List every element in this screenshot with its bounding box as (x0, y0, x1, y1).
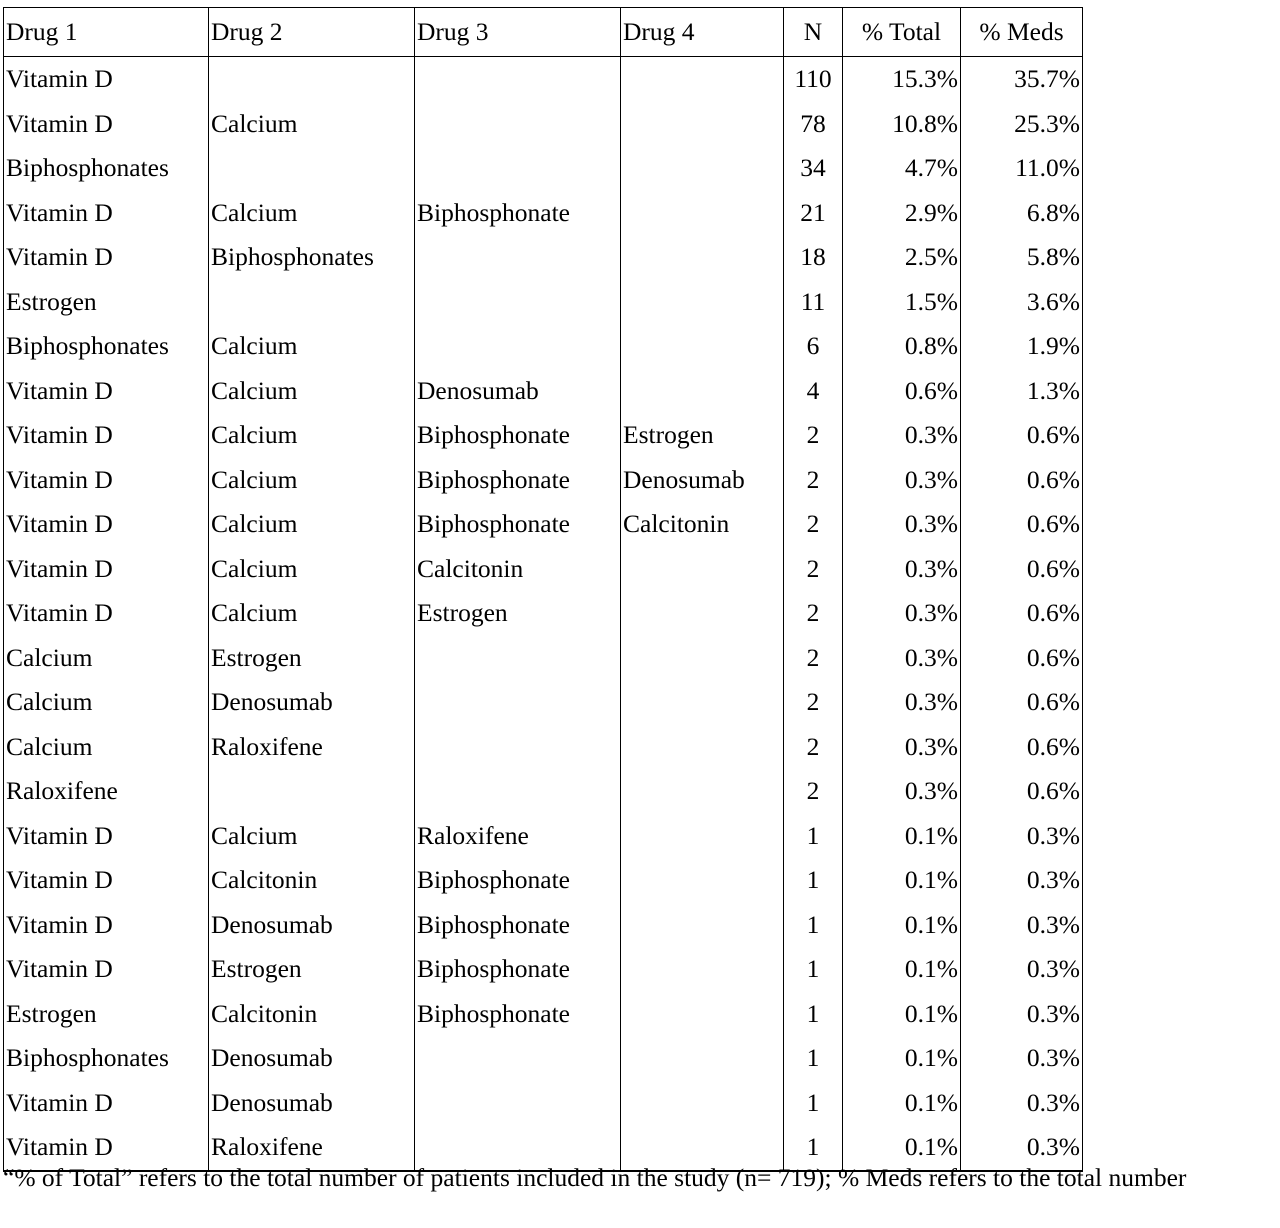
cell-n: 2 (784, 636, 843, 681)
cell-n: 2 (784, 680, 843, 725)
cell-n: 21 (784, 191, 843, 236)
cell-pct-total: 0.1% (843, 814, 961, 859)
table-row (4, 280, 1083, 325)
cell-drug-1: Biphosphonates (4, 324, 209, 369)
cell-drug-1: Vitamin D (4, 814, 209, 859)
cell-drug-3: Biphosphonate (415, 502, 621, 547)
cell-pct-meds: 6.8% (961, 191, 1083, 236)
cell-drug-1: Calcium (4, 725, 209, 770)
cell-drug-2: Calcitonin (209, 992, 415, 1037)
cell-pct-meds: 0.6% (961, 769, 1083, 814)
cell-pct-total: 1.5% (843, 280, 961, 325)
cell-drug-4 (621, 769, 784, 814)
cell-drug-2 (209, 57, 415, 102)
cell-drug-4 (621, 814, 784, 859)
cell-pct-total: 0.3% (843, 413, 961, 458)
cell-n: 2 (784, 769, 843, 814)
cell-drug-3: Denosumab (415, 369, 621, 414)
table-row (4, 547, 1083, 592)
cell-drug-1: Calcium (4, 636, 209, 681)
cell-pct-meds: 0.6% (961, 680, 1083, 725)
cell-drug-2: Denosumab (209, 903, 415, 948)
cell-drug-2: Calcium (209, 324, 415, 369)
cell-pct-meds: 0.3% (961, 1036, 1083, 1081)
cell-n: 1 (784, 1036, 843, 1081)
cell-pct-meds: 0.6% (961, 591, 1083, 636)
cell-pct-meds: 25.3% (961, 102, 1083, 147)
table-row (4, 1036, 1083, 1081)
cell-pct-total: 0.1% (843, 1125, 961, 1171)
cell-pct-total: 0.8% (843, 324, 961, 369)
cell-drug-2: Calcium (209, 547, 415, 592)
cell-pct-total: 0.3% (843, 725, 961, 770)
cell-n: 110 (784, 57, 843, 102)
cell-drug-4 (621, 146, 784, 191)
cell-drug-3 (415, 636, 621, 681)
cell-pct-total: 0.1% (843, 858, 961, 903)
cell-pct-total: 0.3% (843, 636, 961, 681)
column-header-drug-2: Drug 2 (209, 8, 415, 57)
cell-pct-meds: 0.3% (961, 858, 1083, 903)
cell-drug-1: Vitamin D (4, 547, 209, 592)
cell-drug-1: Biphosphonates (4, 146, 209, 191)
cell-pct-total: 0.1% (843, 947, 961, 992)
table-row (4, 369, 1083, 414)
cell-pct-meds: 0.6% (961, 547, 1083, 592)
table-row (4, 814, 1083, 859)
cell-drug-3: Biphosphonate (415, 858, 621, 903)
cell-pct-total: 15.3% (843, 57, 961, 102)
table-row (4, 947, 1083, 992)
cell-drug-3 (415, 324, 621, 369)
column-header-drug-4: Drug 4 (621, 8, 784, 57)
cell-drug-4: Calcitonin (621, 502, 784, 547)
cell-drug-4 (621, 324, 784, 369)
cell-drug-4 (621, 369, 784, 414)
cell-drug-4 (621, 947, 784, 992)
cell-drug-2: Estrogen (209, 947, 415, 992)
table-row (4, 769, 1083, 814)
cell-drug-4 (621, 680, 784, 725)
cell-drug-1: Vitamin D (4, 57, 209, 102)
cell-n: 78 (784, 102, 843, 147)
cell-drug-1: Vitamin D (4, 903, 209, 948)
cell-drug-2: Biphosphonates (209, 235, 415, 280)
cell-drug-4 (621, 636, 784, 681)
table-row (4, 146, 1083, 191)
cell-pct-meds: 0.3% (961, 814, 1083, 859)
cell-drug-4 (621, 1036, 784, 1081)
cell-pct-meds: 0.3% (961, 1081, 1083, 1126)
table-row (4, 636, 1083, 681)
cell-pct-meds: 11.0% (961, 146, 1083, 191)
cell-pct-total: 0.3% (843, 547, 961, 592)
cell-pct-meds: 3.6% (961, 280, 1083, 325)
cell-drug-2: Denosumab (209, 1036, 415, 1081)
table-row (4, 413, 1083, 458)
cell-drug-1: Calcium (4, 680, 209, 725)
cell-pct-total: 0.3% (843, 458, 961, 503)
cell-drug-2: Estrogen (209, 636, 415, 681)
cell-pct-meds: 0.3% (961, 1125, 1083, 1171)
cell-drug-3 (415, 769, 621, 814)
cell-drug-4 (621, 725, 784, 770)
column-header-drug-3: Drug 3 (415, 8, 621, 57)
cell-drug-4 (621, 858, 784, 903)
table-row (4, 458, 1083, 503)
cell-pct-meds: 0.6% (961, 502, 1083, 547)
table-body (4, 57, 1083, 1171)
cell-drug-2: Calcium (209, 814, 415, 859)
cell-drug-2: Calcium (209, 502, 415, 547)
cell-drug-2: Calcium (209, 102, 415, 147)
cell-drug-2: Raloxifene (209, 1125, 415, 1171)
cell-drug-2: Calcium (209, 413, 415, 458)
cell-drug-1: Raloxifene (4, 769, 209, 814)
cell-pct-meds: 1.3% (961, 369, 1083, 414)
table-row (4, 324, 1083, 369)
cell-drug-1: Vitamin D (4, 369, 209, 414)
cell-drug-2 (209, 769, 415, 814)
cell-pct-total: 2.5% (843, 235, 961, 280)
cell-drug-3: Biphosphonate (415, 992, 621, 1037)
cell-n: 18 (784, 235, 843, 280)
column-header-n: N (784, 8, 843, 57)
cell-n: 2 (784, 413, 843, 458)
cell-n: 6 (784, 324, 843, 369)
cell-n: 11 (784, 280, 843, 325)
header-row (4, 8, 1083, 57)
cell-drug-3: Estrogen (415, 591, 621, 636)
cell-n: 2 (784, 458, 843, 503)
cell-pct-meds: 1.9% (961, 324, 1083, 369)
cell-n: 1 (784, 903, 843, 948)
cell-n: 2 (784, 502, 843, 547)
cell-n: 2 (784, 591, 843, 636)
cell-drug-2: Calcium (209, 191, 415, 236)
cell-pct-total: 0.3% (843, 502, 961, 547)
table-row (4, 591, 1083, 636)
cell-pct-total: 0.1% (843, 1081, 961, 1126)
cell-pct-meds: 0.3% (961, 903, 1083, 948)
cell-drug-3 (415, 146, 621, 191)
cell-n: 1 (784, 947, 843, 992)
cell-n: 34 (784, 146, 843, 191)
cell-n: 2 (784, 547, 843, 592)
cell-drug-4 (621, 992, 784, 1037)
cell-n: 1 (784, 858, 843, 903)
cell-drug-3 (415, 680, 621, 725)
cell-drug-1: Vitamin D (4, 102, 209, 147)
cell-pct-meds: 0.6% (961, 458, 1083, 503)
cell-drug-4 (621, 547, 784, 592)
cell-drug-2: Denosumab (209, 1081, 415, 1126)
cell-pct-meds: 0.6% (961, 636, 1083, 681)
cell-drug-1: Vitamin D (4, 591, 209, 636)
cell-n: 1 (784, 814, 843, 859)
cell-drug-1: Estrogen (4, 280, 209, 325)
cell-pct-total: 0.6% (843, 369, 961, 414)
table-row (4, 191, 1083, 236)
medication-combinations-table (3, 7, 1083, 1172)
cell-drug-1: Biphosphonates (4, 1036, 209, 1081)
cell-pct-meds: 0.3% (961, 947, 1083, 992)
cell-drug-1: Vitamin D (4, 502, 209, 547)
cell-drug-2: Raloxifene (209, 725, 415, 770)
cell-drug-4 (621, 191, 784, 236)
table-row (4, 57, 1083, 102)
cell-drug-3: Raloxifene (415, 814, 621, 859)
cell-pct-total: 10.8% (843, 102, 961, 147)
cell-drug-3 (415, 102, 621, 147)
cell-n: 1 (784, 1125, 843, 1171)
column-header-drug-1: Drug 1 (4, 8, 209, 57)
cell-drug-4 (621, 57, 784, 102)
cell-drug-4: Denosumab (621, 458, 784, 503)
cell-drug-3 (415, 725, 621, 770)
cell-n: 1 (784, 1081, 843, 1126)
cell-pct-total: 0.3% (843, 769, 961, 814)
cell-drug-2: Denosumab (209, 680, 415, 725)
cell-drug-4: Estrogen (621, 413, 784, 458)
table-row (4, 903, 1083, 948)
cell-drug-1: Vitamin D (4, 191, 209, 236)
cell-drug-3: Biphosphonate (415, 413, 621, 458)
cell-drug-4 (621, 280, 784, 325)
table-row (4, 235, 1083, 280)
table-row (4, 1081, 1083, 1126)
cell-drug-3: Biphosphonate (415, 947, 621, 992)
table-row (4, 102, 1083, 147)
cell-drug-3: Biphosphonate (415, 903, 621, 948)
table-row (4, 992, 1083, 1037)
cell-n: 4 (784, 369, 843, 414)
column-header-pct-total: % Total (843, 8, 961, 57)
cell-drug-4 (621, 102, 784, 147)
cell-drug-2: Calcium (209, 591, 415, 636)
cell-pct-meds: 35.7% (961, 57, 1083, 102)
cell-drug-1: Vitamin D (4, 858, 209, 903)
cell-pct-meds: 0.6% (961, 413, 1083, 458)
cell-drug-1: Vitamin D (4, 1081, 209, 1126)
cell-drug-1: Vitamin D (4, 235, 209, 280)
cell-n: 2 (784, 725, 843, 770)
cell-pct-total: 0.1% (843, 903, 961, 948)
cell-drug-3 (415, 1081, 621, 1126)
cell-drug-3: Biphosphonate (415, 191, 621, 236)
cell-drug-3 (415, 1036, 621, 1081)
cell-drug-1: Vitamin D (4, 458, 209, 503)
cell-pct-total: 0.1% (843, 1036, 961, 1081)
cell-drug-2 (209, 280, 415, 325)
cell-pct-total: 0.3% (843, 680, 961, 725)
cell-drug-4 (621, 1081, 784, 1126)
cell-drug-2 (209, 146, 415, 191)
cell-drug-3: Calcitonin (415, 547, 621, 592)
table-row (4, 680, 1083, 725)
cell-pct-meds: 0.3% (961, 992, 1083, 1037)
table-row (4, 502, 1083, 547)
table-row (4, 725, 1083, 770)
cell-pct-total: 2.9% (843, 191, 961, 236)
cell-drug-3 (415, 57, 621, 102)
cell-drug-2: Calcitonin (209, 858, 415, 903)
cell-pct-total: 0.3% (843, 591, 961, 636)
cell-pct-total: 4.7% (843, 146, 961, 191)
cell-n: 1 (784, 992, 843, 1037)
cell-drug-3 (415, 280, 621, 325)
cell-drug-2: Calcium (209, 458, 415, 503)
cell-drug-3: Biphosphonate (415, 458, 621, 503)
column-header-pct-meds: % Meds (961, 8, 1083, 57)
cell-drug-4 (621, 903, 784, 948)
cell-pct-meds: 0.6% (961, 725, 1083, 770)
cell-drug-4 (621, 591, 784, 636)
table-row (4, 858, 1083, 903)
cell-pct-meds: 5.8% (961, 235, 1083, 280)
cell-drug-3 (415, 235, 621, 280)
cell-drug-1: Vitamin D (4, 413, 209, 458)
cell-drug-1: Estrogen (4, 992, 209, 1037)
table-footnote: “% of Total” refers to the total number of patients included in the study (n= 719); % Meds refers to the total number (3, 1163, 1187, 1192)
cell-drug-2: Calcium (209, 369, 415, 414)
cell-pct-total: 0.1% (843, 992, 961, 1037)
cell-drug-1: Vitamin D (4, 947, 209, 992)
cell-drug-1: Vitamin D (4, 1125, 209, 1171)
cell-drug-4 (621, 235, 784, 280)
